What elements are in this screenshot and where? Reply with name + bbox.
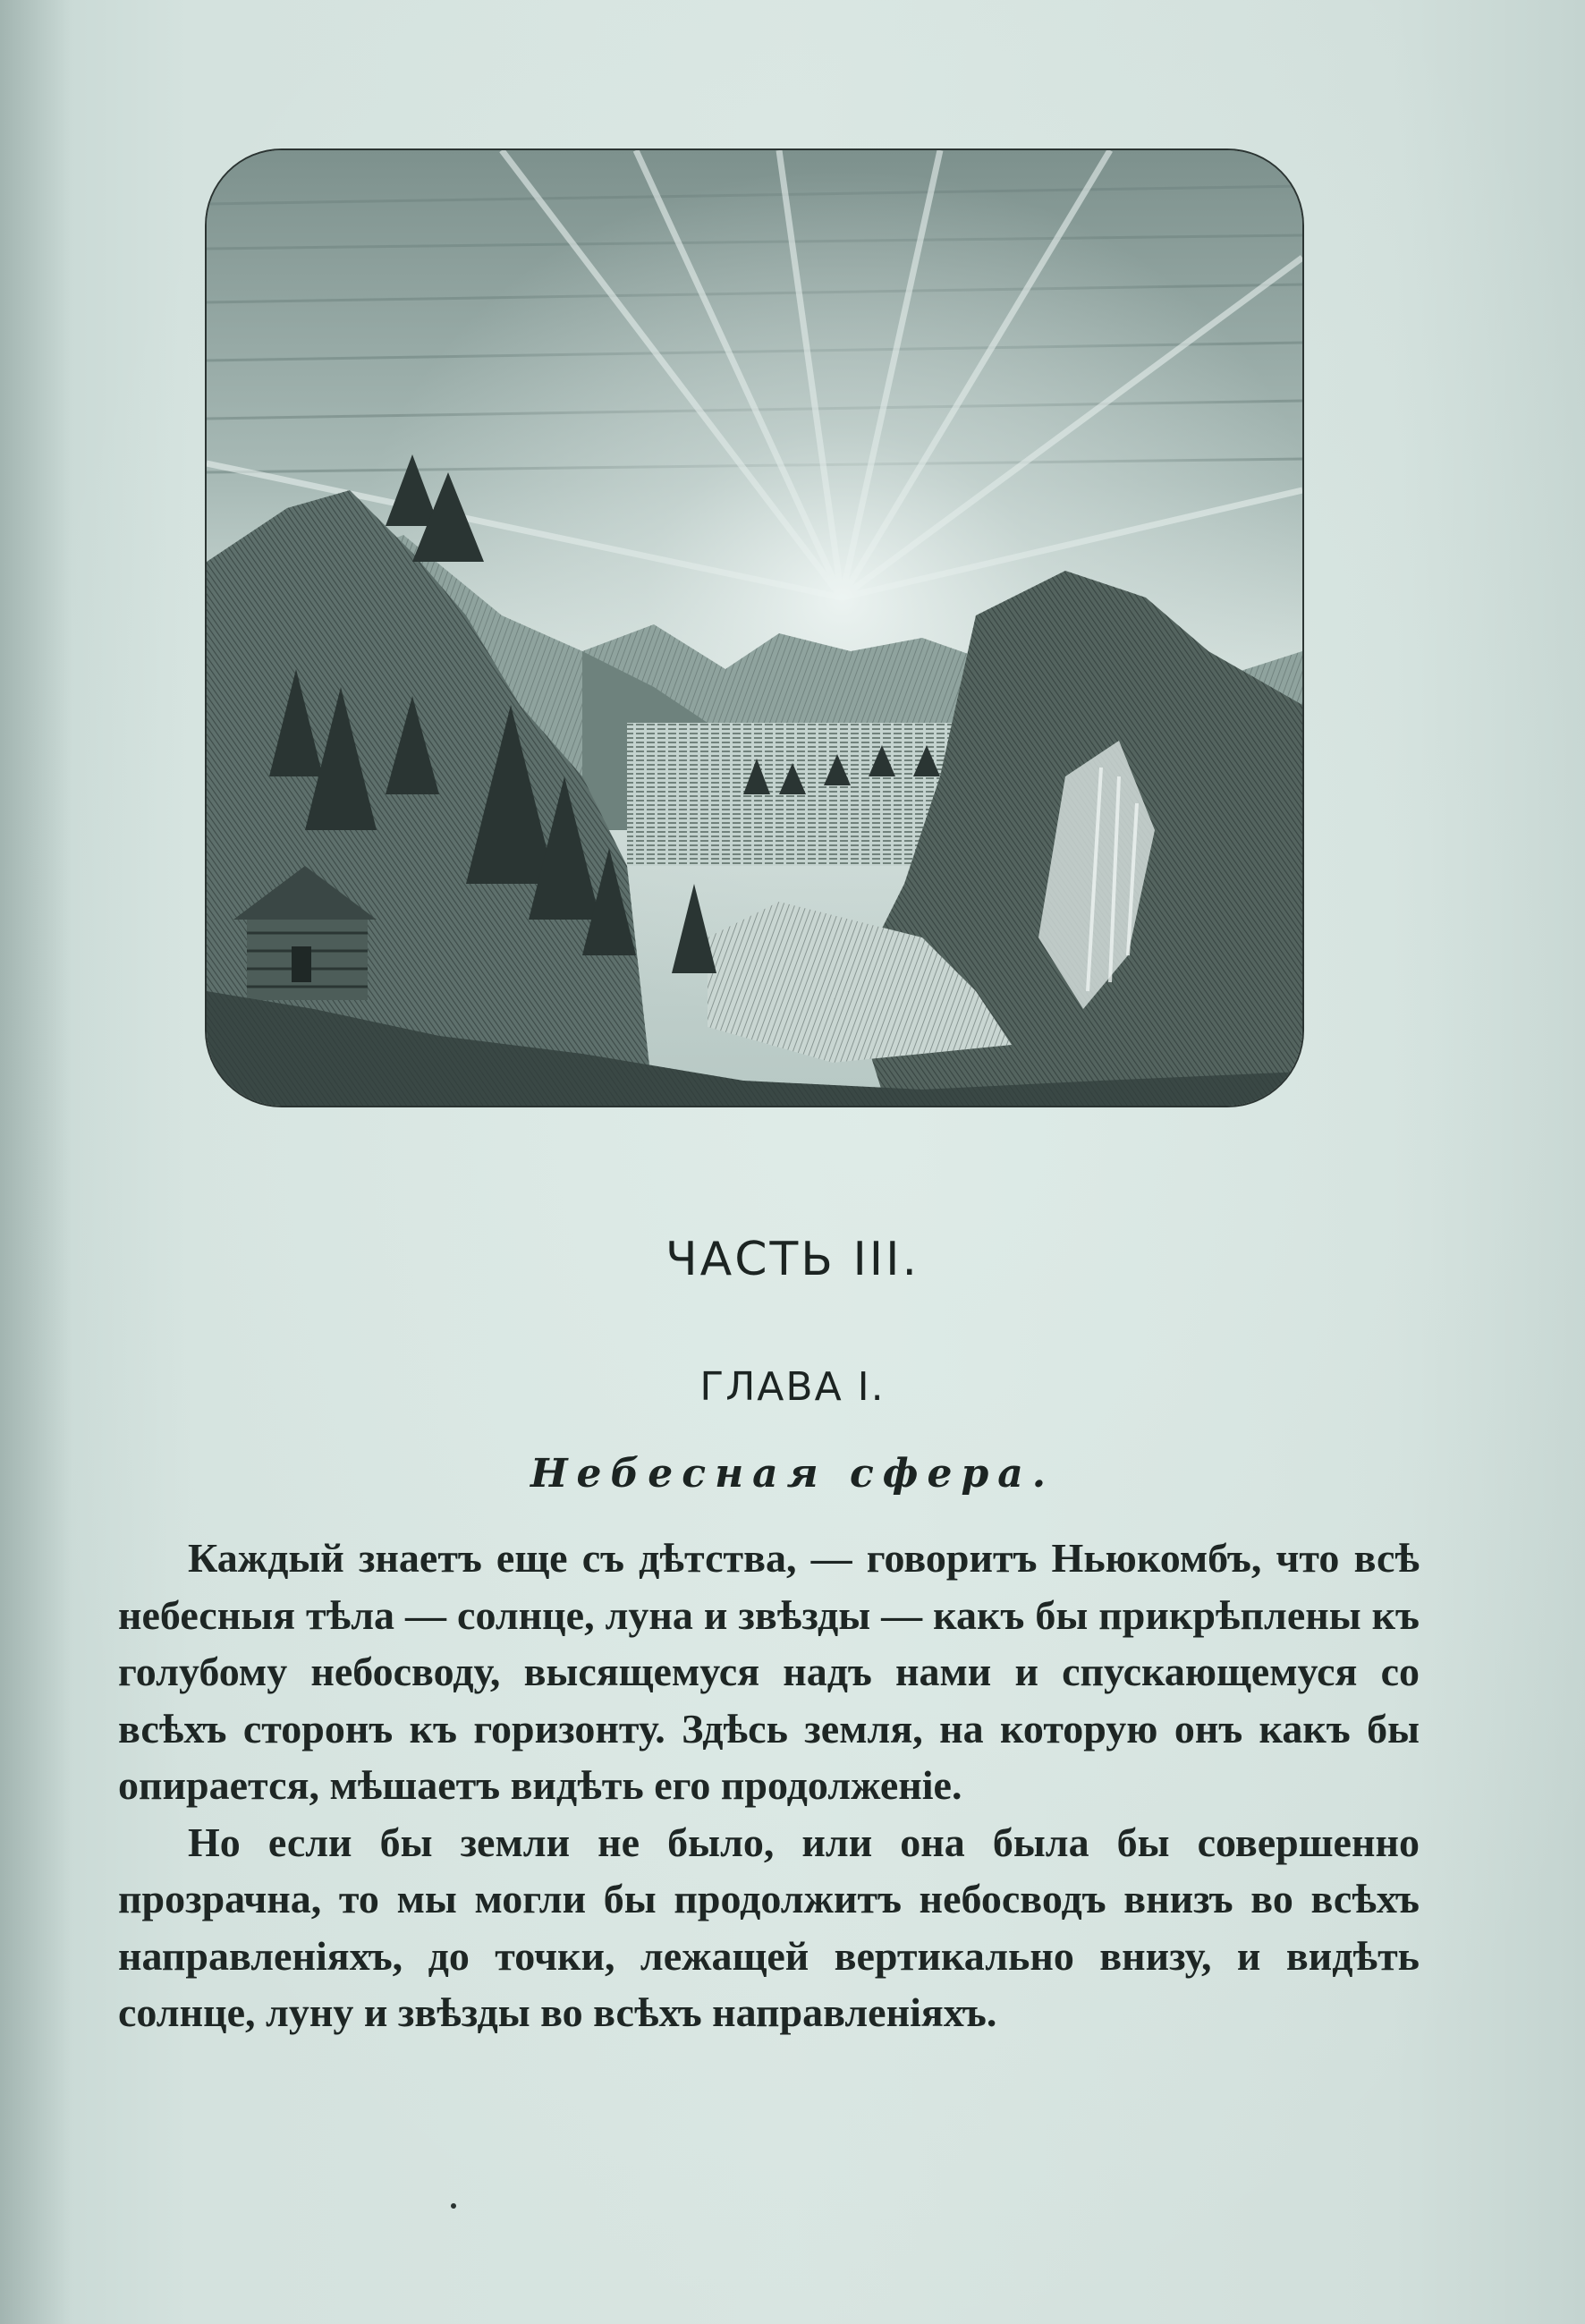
binding-shadow: [0, 0, 72, 2324]
paragraph-1: Каждый знаетъ еще съ дѣтства, — говоритъ Ньюкомбъ, что всѣ небесныя тѣла — солнце, луна и звѣзды — какъ бы прикрѣплены къ голубому небосводу, высящемуся надъ нами и спускающемуся со всѣхъ сторонъ къ горизонту. Здѣсь земля, на которую онъ какъ бы опирается, мѣшаетъ видѣть его продолженіе.: [118, 1535, 1420, 1808]
part-heading: ЧАСТЬ III.: [665, 1233, 920, 1286]
chapter-heading: ГЛАВА I.: [699, 1364, 886, 1410]
ink-speck: [451, 2203, 456, 2209]
mountain-lake-engraving-icon: [207, 150, 1302, 1106]
engraving-illustration: [207, 150, 1302, 1106]
section-heading: Небесная сфера.: [530, 1451, 1055, 1497]
paragraph-2: Но если бы земли не было, или она была бы совершенно прозрачна, то мы могли бы продолжитъ небосводъ внизъ во всѣхъ направленіяхъ, до точки, лежащей вертикально внизу, и видѣть солнце, луну и звѣзды во всѣхъ направленіяхъ.: [118, 1819, 1420, 2035]
body-text: [118, 1530, 1420, 2041]
